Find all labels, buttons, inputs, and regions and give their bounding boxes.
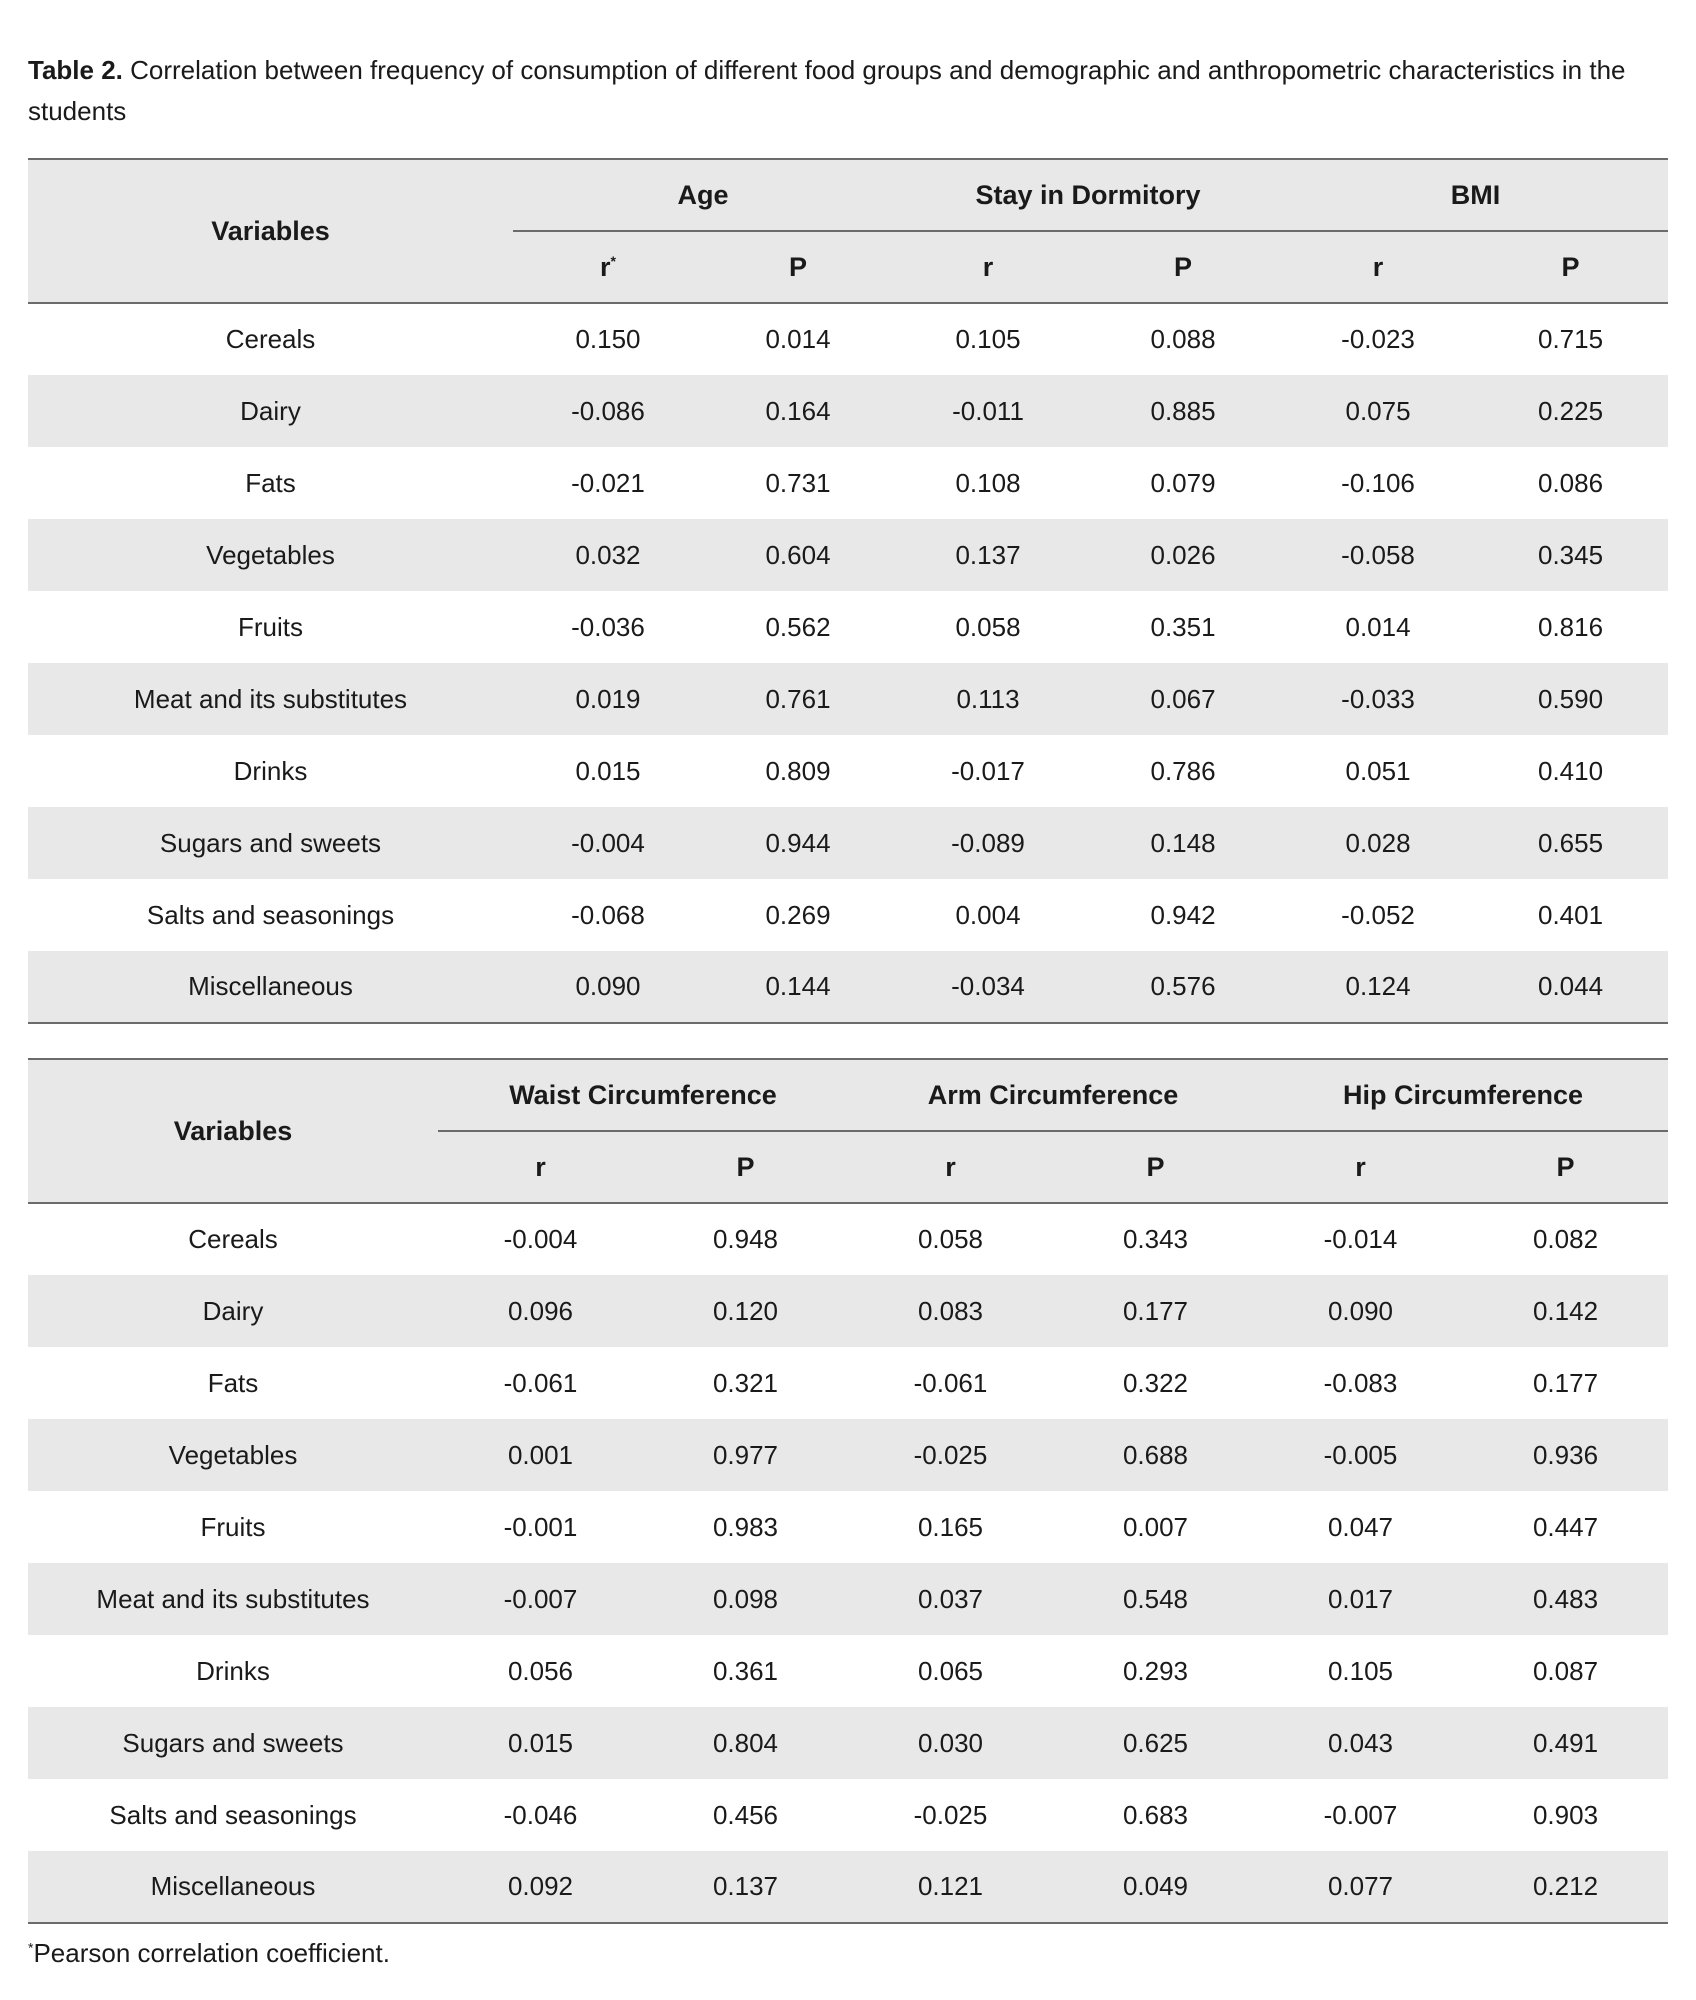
p-value-cell: 0.137 — [643, 1851, 848, 1923]
row-label: Sugars and sweets — [159, 827, 382, 858]
p-value-cell: 0.067 — [1150, 683, 1216, 714]
p-value-cell: 0.491 — [1532, 1727, 1599, 1758]
r-value-cell: 0.056 — [507, 1655, 574, 1686]
table-1-body — [28, 303, 1668, 1023]
table-row — [28, 1635, 1668, 1707]
p-value-cell: 0.351 — [1150, 611, 1216, 642]
r-value-cell: 0.037 — [917, 1583, 984, 1614]
p-value-cell: 0.321 — [712, 1367, 779, 1398]
p-value-cell: 0.715 — [1537, 324, 1604, 354]
sub-header-p: P — [1083, 231, 1283, 303]
p-value-cell: 0.885 — [1150, 395, 1216, 426]
r-value-cell: 0.137 — [955, 539, 1021, 570]
r-value-cell: 0.108 — [955, 467, 1021, 498]
r-value-cell: 0.028 — [1345, 827, 1411, 858]
r-value-cell: 0.047 — [1327, 1511, 1394, 1542]
p-value-cell: 0.345 — [1537, 539, 1604, 570]
row-label: Fruits — [238, 611, 303, 642]
p-value-cell: 0.456 — [712, 1799, 779, 1830]
r-value-cell: 0.105 — [1327, 1655, 1394, 1686]
p-value-cell: 0.177 — [1122, 1295, 1189, 1326]
r-value-cell: -0.068 — [571, 899, 645, 930]
r-value-cell: 0.058 — [955, 611, 1021, 642]
p-value-cell: 0.731 — [765, 467, 831, 498]
caption-label: Table 2. — [28, 55, 123, 85]
p-value-cell: 0.343 — [1122, 1224, 1189, 1254]
r-value-cell: -0.007 — [1323, 1799, 1398, 1830]
r-value-cell: -0.004 — [503, 1224, 578, 1254]
table-row — [28, 663, 1668, 735]
table-caption — [28, 50, 1678, 132]
sub-header-r: r — [438, 1131, 643, 1203]
r-value-cell: 0.065 — [917, 1655, 984, 1686]
r-value-cell: -0.046 — [503, 1799, 578, 1830]
sub-header-p: P — [1053, 1131, 1258, 1203]
p-value-cell: 0.401 — [1537, 899, 1604, 930]
r-value-cell: 0.019 — [575, 683, 641, 714]
footnote — [28, 1938, 390, 1969]
group-header-arm: Arm Circumference — [848, 1059, 1258, 1131]
r-value-cell: 0.105 — [955, 324, 1021, 354]
p-value-cell: 0.576 — [1083, 951, 1283, 1023]
p-value-cell: 0.410 — [1537, 755, 1604, 786]
p-value-cell: 0.087 — [1532, 1655, 1599, 1686]
p-value-cell: 0.816 — [1537, 611, 1604, 642]
r-value-cell: -0.025 — [913, 1439, 988, 1470]
r-value-cell: -0.021 — [571, 467, 645, 498]
sub-header-p: P — [703, 231, 893, 303]
p-value-cell: 0.447 — [1532, 1511, 1599, 1542]
table-row — [28, 447, 1668, 519]
r-value-cell: -0.058 — [1341, 539, 1415, 570]
row-label: Meat and its substitutes — [96, 1583, 370, 1614]
r-value-cell: 0.075 — [1345, 395, 1411, 426]
r-value-cell: 0.165 — [917, 1511, 984, 1542]
p-value-cell: 0.977 — [712, 1439, 779, 1470]
r-value-cell: 0.083 — [917, 1295, 984, 1326]
row-label: Fats — [207, 1367, 259, 1398]
row-label: Salts and seasonings — [109, 1799, 357, 1830]
row-label: Drinks — [233, 755, 308, 786]
r-value-cell: -0.023 — [1341, 324, 1415, 354]
p-value-cell: 0.948 — [712, 1224, 779, 1254]
sub-header-r: r — [848, 1131, 1053, 1203]
r-value-cell: -0.061 — [503, 1367, 578, 1398]
r-value-cell: -0.005 — [1323, 1439, 1398, 1470]
r-value-cell: 0.015 — [507, 1727, 574, 1758]
table-row — [28, 303, 1668, 375]
p-value-cell: 0.225 — [1537, 395, 1604, 426]
variables-header: Variables — [28, 1059, 438, 1203]
r-value-cell: 0.051 — [1345, 755, 1411, 786]
table-row — [28, 1707, 1668, 1779]
correlation-table-2 — [28, 1058, 1668, 1924]
row-label: Fruits — [200, 1511, 266, 1542]
p-value-cell: 0.142 — [1532, 1295, 1599, 1326]
p-value-cell: 0.082 — [1532, 1224, 1599, 1254]
table-row — [28, 1419, 1668, 1491]
p-value-cell: 0.322 — [1122, 1367, 1189, 1398]
r-value-cell: -0.052 — [1341, 899, 1415, 930]
footnote-text: Pearson correlation coefficient. — [33, 1938, 390, 1968]
r-value-cell: 0.090 — [1327, 1295, 1394, 1326]
sub-header-p: P — [1463, 1131, 1668, 1203]
p-value-cell: 0.120 — [712, 1295, 779, 1326]
table-row — [28, 879, 1668, 951]
p-value-cell: 0.562 — [765, 611, 831, 642]
r-value-cell: 0.015 — [575, 755, 641, 786]
table-row — [28, 1275, 1668, 1347]
row-label: Dairy — [202, 1295, 264, 1326]
p-value-cell: 0.148 — [1150, 827, 1216, 858]
sub-header-p: P — [643, 1131, 848, 1203]
row-label: Miscellaneous — [28, 951, 513, 1023]
r-value-cell: 0.032 — [575, 539, 641, 570]
p-value-cell: 0.936 — [1532, 1439, 1599, 1470]
r-value-cell: -0.083 — [1323, 1367, 1398, 1398]
row-label: Sugars and sweets — [122, 1727, 344, 1758]
p-value-cell: 0.293 — [1122, 1655, 1189, 1686]
r-value-cell: -0.007 — [503, 1583, 578, 1614]
r-value-cell: -0.004 — [571, 827, 645, 858]
r-value-cell: 0.124 — [1283, 951, 1473, 1023]
p-value-cell: 0.942 — [1150, 899, 1216, 930]
p-value-cell: 0.903 — [1532, 1799, 1599, 1830]
p-value-cell: 0.086 — [1537, 467, 1604, 498]
group-header-waist: Waist Circumference — [438, 1059, 848, 1131]
table-row — [28, 1491, 1668, 1563]
table-row — [28, 951, 1668, 1023]
group-header-age: Age — [513, 159, 893, 231]
p-value-cell: 0.604 — [765, 539, 831, 570]
r-value-cell: 0.017 — [1327, 1583, 1394, 1614]
p-value-cell: 0.014 — [765, 324, 831, 354]
r-value-cell: -0.033 — [1341, 683, 1415, 714]
group-header-dormitory: Stay in Dormitory — [893, 159, 1283, 231]
r-value-cell: 0.004 — [955, 899, 1021, 930]
table-row — [28, 1851, 1668, 1923]
table-row — [28, 1203, 1668, 1275]
p-value-cell: 0.007 — [1122, 1511, 1189, 1542]
p-value-cell: 0.944 — [765, 827, 831, 858]
r-value-cell: 0.121 — [848, 1851, 1053, 1923]
footnote-mark: * — [28, 1939, 34, 1956]
p-value-cell: 0.164 — [765, 395, 831, 426]
r-value-cell: 0.058 — [917, 1224, 984, 1254]
variables-header: Variables — [28, 159, 513, 303]
p-value-cell: 0.688 — [1122, 1439, 1189, 1470]
p-value-cell: 0.044 — [1473, 951, 1668, 1023]
p-value-cell: 0.786 — [1150, 755, 1216, 786]
p-value-cell: 0.177 — [1532, 1367, 1599, 1398]
r-value-cell: 0.030 — [917, 1727, 984, 1758]
p-value-cell: 0.212 — [1463, 1851, 1668, 1923]
r-value-cell: 0.113 — [956, 683, 1020, 714]
p-value-cell: 0.269 — [765, 899, 831, 930]
row-label: Meat and its substitutes — [133, 683, 408, 714]
r-value-cell: -0.086 — [571, 395, 645, 426]
table-row — [28, 375, 1668, 447]
r-value-cell: -0.106 — [1341, 467, 1415, 498]
table-row — [28, 591, 1668, 663]
row-label: Cereals — [188, 1224, 278, 1254]
table-row — [28, 1779, 1668, 1851]
r-value-cell: 0.001 — [507, 1439, 574, 1470]
r-value-cell: -0.034 — [893, 951, 1083, 1023]
r-value-cell: -0.025 — [913, 1799, 988, 1830]
r-value-cell: 0.096 — [507, 1295, 574, 1326]
p-value-cell: 0.625 — [1122, 1727, 1189, 1758]
r-value-cell: -0.089 — [951, 827, 1025, 858]
sub-header-r: r* — [513, 231, 703, 303]
r-value-cell: 0.092 — [438, 1851, 643, 1923]
r-value-cell: -0.036 — [571, 611, 645, 642]
p-value-cell: 0.098 — [712, 1583, 779, 1614]
r-value-cell: -0.061 — [913, 1367, 988, 1398]
table-row — [28, 807, 1668, 879]
group-header-hip: Hip Circumference — [1258, 1059, 1668, 1131]
r-value-cell: -0.017 — [951, 755, 1025, 786]
row-label: Fats — [245, 467, 296, 498]
p-value-cell: 0.483 — [1532, 1583, 1599, 1614]
p-value-cell: 0.079 — [1150, 467, 1216, 498]
row-label: Salts and seasonings — [146, 899, 395, 930]
row-label: Dairy — [240, 395, 301, 426]
r-value-cell: -0.011 — [952, 395, 1024, 426]
table-row — [28, 1563, 1668, 1635]
p-value-cell: 0.548 — [1122, 1583, 1189, 1614]
row-label: Miscellaneous — [28, 1851, 438, 1923]
p-value-cell: 0.590 — [1537, 683, 1604, 714]
r-value-cell: -0.001 — [503, 1511, 578, 1542]
p-value-cell: 0.761 — [765, 683, 831, 714]
table-row — [28, 1347, 1668, 1419]
r-value-cell: 0.043 — [1327, 1727, 1394, 1758]
row-label: Drinks — [196, 1655, 270, 1686]
p-value-cell: 0.361 — [712, 1655, 779, 1686]
table-2-body — [28, 1203, 1668, 1923]
p-value-cell: 0.088 — [1150, 324, 1216, 354]
row-label: Vegetables — [168, 1439, 298, 1470]
row-label: Vegetables — [206, 539, 335, 570]
r-value-cell: 0.014 — [1345, 611, 1411, 642]
caption-text: Correlation between frequency of consumption of different food groups and demographic and anthropometric characteristics in the students — [28, 55, 1626, 126]
r-value-cell: -0.014 — [1323, 1224, 1398, 1254]
table-row — [28, 735, 1668, 807]
correlation-table-1 — [28, 158, 1668, 1024]
p-value-cell: 0.683 — [1122, 1799, 1189, 1830]
sub-header-p: P — [1473, 231, 1668, 303]
table-row — [28, 519, 1668, 591]
p-value-cell: 0.049 — [1053, 1851, 1258, 1923]
p-value-cell: 0.804 — [712, 1727, 779, 1758]
p-value-cell: 0.983 — [712, 1511, 779, 1542]
p-value-cell: 0.026 — [1150, 539, 1216, 570]
p-value-cell: 0.655 — [1537, 827, 1604, 858]
sub-header-r: r — [893, 231, 1083, 303]
group-header-bmi: BMI — [1283, 159, 1668, 231]
footnote-mark: * — [610, 252, 616, 269]
p-value-cell: 0.809 — [765, 755, 831, 786]
row-label: Cereals — [225, 324, 316, 354]
r-value-cell: 0.077 — [1258, 1851, 1463, 1923]
p-value-cell: 0.144 — [703, 951, 893, 1023]
sub-header-r: r — [1283, 231, 1473, 303]
sub-header-r: r — [1258, 1131, 1463, 1203]
r-value-cell: 0.090 — [513, 951, 703, 1023]
r-value-cell: 0.150 — [575, 324, 641, 354]
